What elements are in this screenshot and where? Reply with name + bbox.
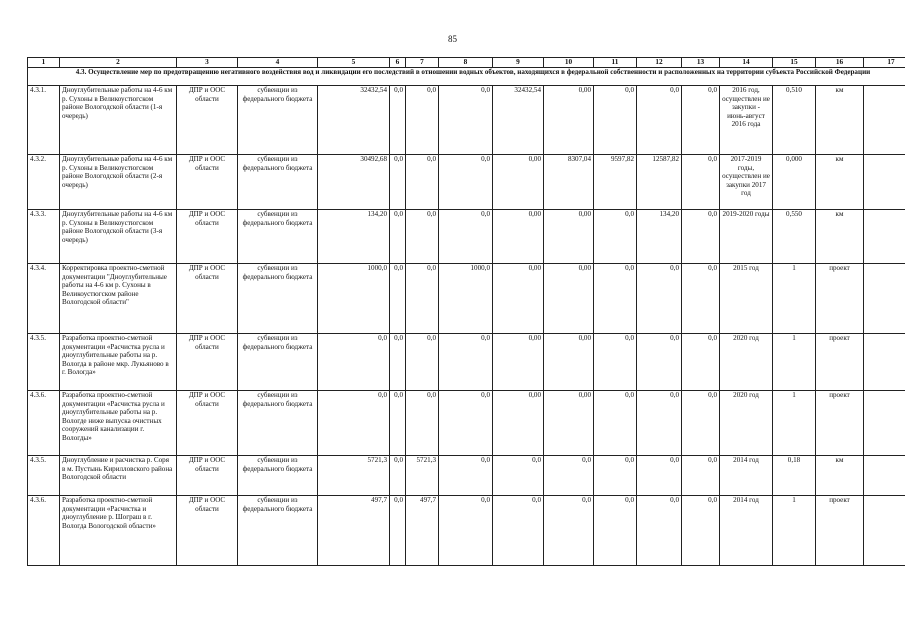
row-value-11: 9597,82 xyxy=(594,155,637,210)
row-col-17 xyxy=(864,334,905,391)
table-row xyxy=(28,334,905,391)
row-col-17 xyxy=(864,456,905,496)
row-source: субвенции из федерального бюджета xyxy=(238,496,318,566)
row-name: Дноуглубление и расчистка р. Соря в м. Пустынь Кирилловского района Вологодской области xyxy=(60,456,177,496)
row-source: субвенции из федерального бюджета xyxy=(238,391,318,456)
column-number: 1 xyxy=(28,58,60,68)
row-value-12: 0,0 xyxy=(637,264,682,334)
row-value-13: 0,0 xyxy=(682,86,720,155)
row-period: 2015 год xyxy=(720,264,773,334)
row-value-7: 0,0 xyxy=(406,334,439,391)
row-value-6: 0,0 xyxy=(390,264,406,334)
row-value-13: 0,0 xyxy=(682,496,720,566)
row-value-7: 0,0 xyxy=(406,155,439,210)
row-value-6: 0,0 xyxy=(390,334,406,391)
row-period: 2020 год xyxy=(720,391,773,456)
row-value-13: 0,0 xyxy=(682,391,720,456)
row-unit: проект xyxy=(816,264,864,334)
row-col-17 xyxy=(864,86,905,155)
table-row xyxy=(28,456,905,496)
row-value-8: 0,0 xyxy=(439,334,493,391)
row-unit: км xyxy=(816,456,864,496)
row-executor: ДПР и ООС области xyxy=(177,334,238,391)
column-number: 9 xyxy=(493,58,544,68)
row-value-5: 32432,54 xyxy=(318,86,390,155)
row-col-17 xyxy=(864,496,905,566)
row-unit: км xyxy=(816,155,864,210)
row-source: субвенции из федерального бюджета xyxy=(238,86,318,155)
row-code: 4.3.3. xyxy=(28,210,60,264)
table-row xyxy=(28,496,905,566)
row-value-6: 0,0 xyxy=(390,391,406,456)
row-value-11: 0,0 xyxy=(594,264,637,334)
row-period: 2014 год xyxy=(720,456,773,496)
row-indicator-value: 1 xyxy=(773,496,816,566)
row-value-7: 5721,3 xyxy=(406,456,439,496)
row-value-12: 0,0 xyxy=(637,496,682,566)
row-period: 2019-2020 годы xyxy=(720,210,773,264)
row-indicator-value: 0,550 xyxy=(773,210,816,264)
row-col-17 xyxy=(864,264,905,334)
row-col-17 xyxy=(864,155,905,210)
program-table xyxy=(27,57,905,566)
row-value-10: 0,00 xyxy=(544,264,594,334)
row-value-9: 0,00 xyxy=(493,155,544,210)
row-value-12: 0,0 xyxy=(637,86,682,155)
column-number: 2 xyxy=(60,58,177,68)
row-value-8: 0,0 xyxy=(439,210,493,264)
column-number: 16 xyxy=(816,58,864,68)
row-period: 2014 год xyxy=(720,496,773,566)
row-unit: км xyxy=(816,86,864,155)
row-executor: ДПР и ООС области xyxy=(177,155,238,210)
column-number-row xyxy=(28,58,905,68)
row-value-9: 0,00 xyxy=(493,264,544,334)
row-name: Разработка проектно-сметной документации «Расчистка русла и дноуглубительные работы на р. Вологде ниже выпуска очистных сооружений канализации г. Вологды» xyxy=(60,391,177,456)
row-indicator-value: 1 xyxy=(773,334,816,391)
row-name: Дноуглубительные работы на 4-6 км р. Сухоны в Великоустюгском районе Вологодской области (2-я очередь) xyxy=(60,155,177,210)
column-number: 3 xyxy=(177,58,238,68)
table-row xyxy=(28,86,905,155)
row-executor: ДПР и ООС области xyxy=(177,86,238,155)
column-number: 12 xyxy=(637,58,682,68)
row-source: субвенции из федерального бюджета xyxy=(238,155,318,210)
row-value-10: 0,00 xyxy=(544,334,594,391)
row-executor: ДПР и ООС области xyxy=(177,496,238,566)
row-value-11: 0,0 xyxy=(594,456,637,496)
row-value-5: 1000,0 xyxy=(318,264,390,334)
row-value-12: 0,0 xyxy=(637,334,682,391)
row-name: Разработка проектно-сметной документации «Расчистка русла и дноуглубительные работы на р. Вологда в районе мкр. Лукьяново в г. Вологда» xyxy=(60,334,177,391)
row-value-11: 0,0 xyxy=(594,391,637,456)
row-value-6: 0,0 xyxy=(390,456,406,496)
row-name: Дноуглубительные работы на 4-6 км р. Сухоны в Великоустюгском районе Вологодской области (3-я очередь) xyxy=(60,210,177,264)
row-value-13: 0,0 xyxy=(682,456,720,496)
row-value-10: 0,0 xyxy=(544,496,594,566)
row-name: Корректировка проектно-сметной документации "Дноуглубительные работы на 4-6 км р. Сухоны в Великоустюгском районе Вологодской области" xyxy=(60,264,177,334)
row-value-9: 0,00 xyxy=(493,210,544,264)
page-number: 85 xyxy=(448,34,457,44)
row-period: 2020 год xyxy=(720,334,773,391)
column-number: 7 xyxy=(406,58,439,68)
column-number: 8 xyxy=(439,58,493,68)
section-title: 4.3. Осуществление мер по предотвращению негативного воздействия вод и ликвидации его последствий в отношении водных объектов, находящихся в федеральной собственности и расположенных на территории субъекта Российской Федерации xyxy=(28,68,905,86)
row-source: субвенции из федерального бюджета xyxy=(238,456,318,496)
row-source: субвенции из федерального бюджета xyxy=(238,334,318,391)
row-value-10: 0,0 xyxy=(544,456,594,496)
row-code: 4.3.2. xyxy=(28,155,60,210)
row-value-9: 0,00 xyxy=(493,391,544,456)
row-code: 4.3.5. xyxy=(28,334,60,391)
table-row xyxy=(28,391,905,456)
row-value-9: 32432,54 xyxy=(493,86,544,155)
row-unit: проект xyxy=(816,334,864,391)
row-value-5: 30492,68 xyxy=(318,155,390,210)
row-unit: км xyxy=(816,210,864,264)
row-indicator-value: 0,18 xyxy=(773,456,816,496)
column-number: 15 xyxy=(773,58,816,68)
row-code: 4.3.6. xyxy=(28,496,60,566)
row-value-7: 497,7 xyxy=(406,496,439,566)
row-value-6: 0,0 xyxy=(390,155,406,210)
row-value-5: 497,7 xyxy=(318,496,390,566)
row-value-12: 134,20 xyxy=(637,210,682,264)
column-number: 6 xyxy=(390,58,406,68)
row-value-8: 1000,0 xyxy=(439,264,493,334)
row-name: Дноуглубительные работы на 4-6 км р. Сухоны в Великоустюгском районе Вологодской области (1-я очередь) xyxy=(60,86,177,155)
row-value-5: 0,0 xyxy=(318,334,390,391)
column-number: 10 xyxy=(544,58,594,68)
table-row xyxy=(28,210,905,264)
row-value-12: 0,0 xyxy=(637,391,682,456)
row-executor: ДПР и ООС области xyxy=(177,210,238,264)
row-source: субвенции из федерального бюджета xyxy=(238,264,318,334)
row-value-10: 0,00 xyxy=(544,210,594,264)
row-value-11: 0,0 xyxy=(594,210,637,264)
row-code: 4.3.5. xyxy=(28,456,60,496)
row-period: 2017-2019 годы, осуществлен ие закупки 2017 год xyxy=(720,155,773,210)
row-code: 4.3.1. xyxy=(28,86,60,155)
row-indicator-value: 1 xyxy=(773,391,816,456)
column-number: 13 xyxy=(682,58,720,68)
row-value-5: 0,0 xyxy=(318,391,390,456)
row-code: 4.3.6. xyxy=(28,391,60,456)
row-indicator-value: 1 xyxy=(773,264,816,334)
row-code: 4.3.4. xyxy=(28,264,60,334)
row-unit: проект xyxy=(816,496,864,566)
row-unit: проект xyxy=(816,391,864,456)
row-value-7: 0,0 xyxy=(406,264,439,334)
row-value-11: 0,0 xyxy=(594,86,637,155)
row-value-12: 0,0 xyxy=(637,456,682,496)
row-indicator-value: 0,000 xyxy=(773,155,816,210)
row-value-13: 0,0 xyxy=(682,155,720,210)
row-name: Разработка проектно-сметной документации «Расчистка и дноуглубление р. Шограш в г. Вологда Вологодской области» xyxy=(60,496,177,566)
row-value-9: 0,0 xyxy=(493,456,544,496)
row-indicator-value: 0,510 xyxy=(773,86,816,155)
row-value-6: 0,0 xyxy=(390,210,406,264)
row-value-10: 0,00 xyxy=(544,86,594,155)
row-value-5: 5721,3 xyxy=(318,456,390,496)
column-number: 14 xyxy=(720,58,773,68)
row-value-8: 0,0 xyxy=(439,391,493,456)
column-number: 17 xyxy=(864,58,905,68)
row-value-11: 0,0 xyxy=(594,334,637,391)
row-value-7: 0,0 xyxy=(406,210,439,264)
row-value-13: 0,0 xyxy=(682,334,720,391)
row-value-10: 0,00 xyxy=(544,391,594,456)
row-value-9: 0,0 xyxy=(493,496,544,566)
column-number: 4 xyxy=(238,58,318,68)
row-executor: ДПР и ООС области xyxy=(177,264,238,334)
column-number: 11 xyxy=(594,58,637,68)
row-value-5: 134,20 xyxy=(318,210,390,264)
row-value-11: 0,0 xyxy=(594,496,637,566)
row-value-7: 0,0 xyxy=(406,86,439,155)
row-value-8: 0,0 xyxy=(439,456,493,496)
row-value-8: 0,0 xyxy=(439,155,493,210)
table-row xyxy=(28,155,905,210)
table-row xyxy=(28,264,905,334)
row-value-13: 0,0 xyxy=(682,264,720,334)
row-value-9: 0,00 xyxy=(493,334,544,391)
row-value-6: 0,0 xyxy=(390,86,406,155)
row-period: 2016 год, осуществлен ие закупки - июнь-август 2016 года xyxy=(720,86,773,155)
row-value-8: 0,0 xyxy=(439,496,493,566)
column-number: 5 xyxy=(318,58,390,68)
row-source: субвенции из федерального бюджета xyxy=(238,210,318,264)
row-value-7: 0,0 xyxy=(406,391,439,456)
row-col-17 xyxy=(864,210,905,264)
row-col-17 xyxy=(864,391,905,456)
row-value-10: 8307,04 xyxy=(544,155,594,210)
row-value-13: 0,0 xyxy=(682,210,720,264)
row-executor: ДПР и ООС области xyxy=(177,391,238,456)
row-executor: ДПР и ООС области xyxy=(177,456,238,496)
row-value-12: 12587,82 xyxy=(637,155,682,210)
section-row xyxy=(28,68,905,86)
row-value-6: 0,0 xyxy=(390,496,406,566)
row-value-8: 0,0 xyxy=(439,86,493,155)
